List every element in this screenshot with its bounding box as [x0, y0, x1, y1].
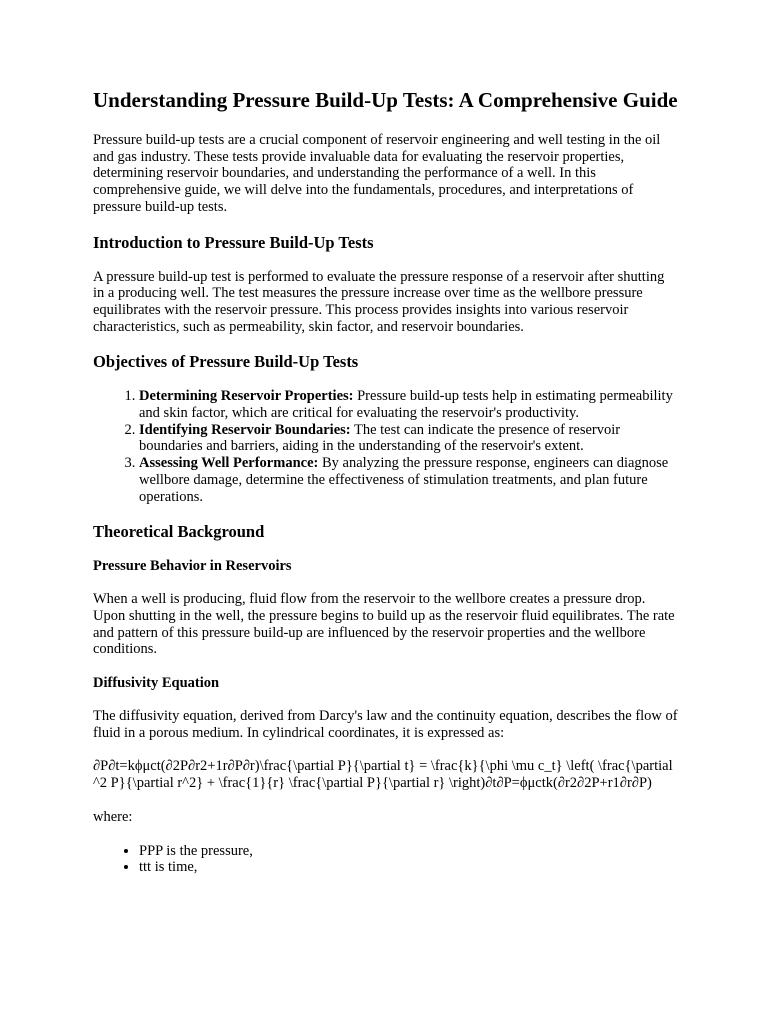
subheading-pressure-behavior: Pressure Behavior in Reservoirs	[93, 558, 292, 575]
list-item	[139, 455, 678, 505]
diffusivity-equation: ∂P∂t=kϕμct(∂2P∂r2+1r∂P∂r)\frac{\partial P}{\partial t} = \frac{k}{\phi \mu c_t} \left( \frac{\partial^2 P}{\partial r^2} + \frac{1}{r} \frac{\partial P}{\partial r} \right)∂t∂P=ϕμctk(∂r2∂2P+r1∂r∂P)	[93, 758, 673, 792]
document-page	[93, 88, 678, 876]
list-item-text: By analyzing the pressure response, engineers can diagnose wellbore damage, determine the effectiveness of stimulation treatments, and plan future operations.	[139, 455, 669, 505]
variables-list	[93, 843, 678, 876]
list-item-text: Pressure build-up tests help in estimating permeability and skin factor, which are critical for evaluating the reservoir's productivity.	[139, 388, 673, 422]
list-item-label: Identifying Reservoir Boundaries:	[139, 421, 351, 438]
list-item	[139, 422, 678, 455]
pressure-behavior-paragraph: When a well is producing, fluid flow from the reservoir to the wellbore creates a pressure drop. Upon shutting in the well, the pressure begins to build up as the reservoir fluid equilibrates. The rate and pattern of this pressure build-up are influenced by the reservoir properties and the wellbore conditions.	[93, 591, 675, 658]
where-label: where:	[93, 808, 133, 825]
introduction-paragraph: A pressure build-up test is performed to evaluate the pressure response of a reservoir after shutting in a producing well. The test measures the pressure increase over time as the wellbore pressure equilibrates with the reservoir pressure. This process provides insights into various reservoir characteristics, such as permeability, skin factor, and reservoir boundaries.	[93, 268, 665, 335]
subheading-diffusivity-equation: Diffusivity Equation	[93, 675, 220, 692]
list-item: • PPP is the pressure,	[139, 843, 678, 860]
objectives-list	[93, 388, 678, 505]
intro-paragraph: Pressure build-up tests are a crucial component of reservoir engineering and well testing in the oil and gas industry. These tests provide invaluable data for evaluating the reservoir properties, determining reservoir boundaries, and understanding the performance of a well. In this comprehensive guide, we will delve into the fundamentals, procedures, and interpretations of pressure build-up tests.	[93, 132, 661, 215]
list-item-text: The test can indicate the presence of reservoir boundaries and barriers, aiding in the understanding of the reservoir's extent.	[139, 421, 621, 455]
diffusivity-paragraph: The diffusivity equation, derived from Darcy's law and the continuity equation, describes the flow of fluid in a porous medium. In cylindrical coordinates, it is expressed as:	[93, 708, 678, 741]
document-title: Understanding Pressure Build-Up Tests: A Comprehensive Guide	[93, 88, 678, 112]
heading-introduction: Introduction to Pressure Build-Up Tests	[93, 232, 374, 252]
list-item: • ttt is time,	[139, 859, 678, 876]
heading-objectives: Objectives of Pressure Build-Up Tests	[93, 352, 359, 372]
heading-theoretical-background: Theoretical Background	[93, 522, 265, 542]
list-item-label: Determining Reservoir Properties:	[139, 388, 354, 405]
list-item	[139, 388, 678, 421]
list-item-label: Assessing Well Performance:	[139, 455, 319, 472]
